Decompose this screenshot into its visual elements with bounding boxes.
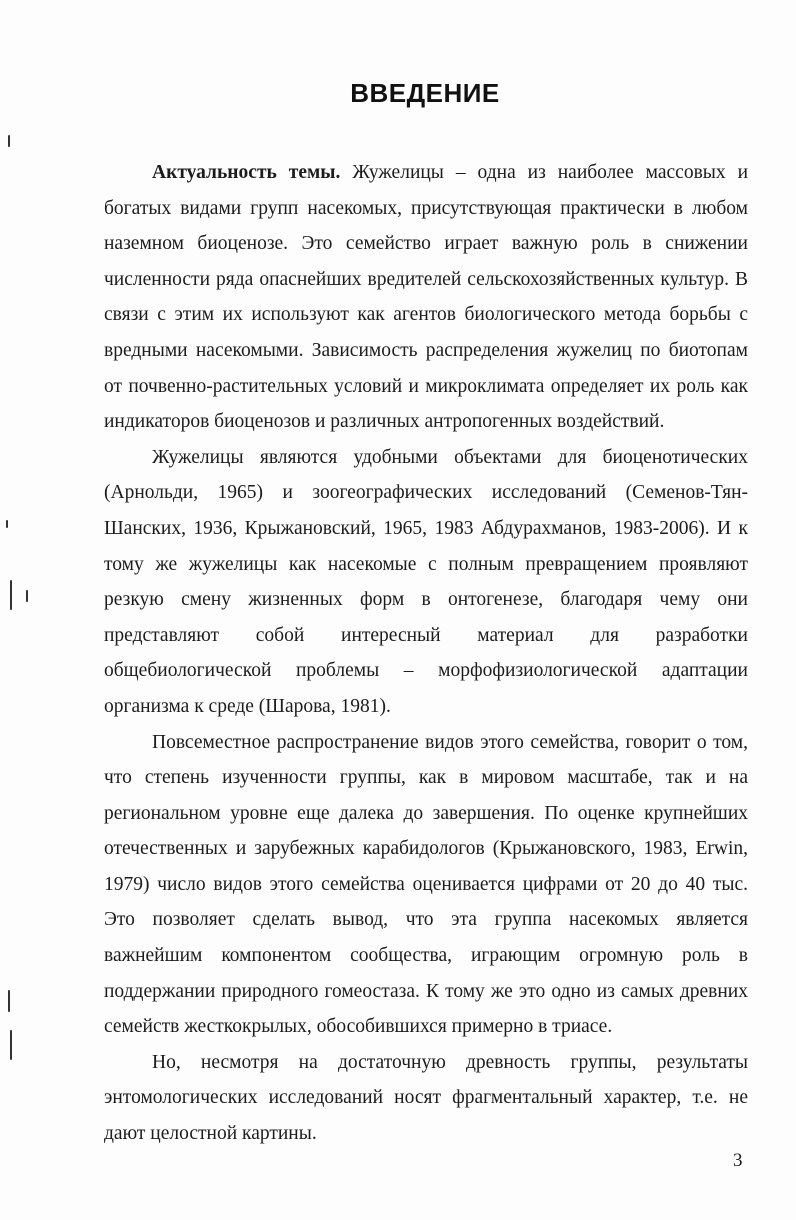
page-number: 3 xyxy=(733,1150,743,1171)
page-title: ВВЕДЕНИЕ xyxy=(350,78,500,108)
paragraph: Но, несмотря на достаточную древность группы, результаты энтомологических исследований носят фрагментальный характер, т.е. не дают целостной картины. xyxy=(104,1051,748,1145)
paragraph: Жужелицы являются удобными объектами для биоценотических (Арнольди, 1965) и зоогеографических исследований (Семенов-Тян-Шанских, 1936, Крыжановский, 1965, 1983 Абдурахманов, 1983-2006). И к тому же жужелицы как насекомые с полным превращением проявляют резкую смену жизненных форм в онтогенезе, благодаря чему они представляют собой интересный материал для разработки общебиологической проблемы – морфофизиологической адаптации организма к среде (Шарова, 1981). xyxy=(104,446,748,717)
paragraph-text: Жужелицы – одна из наиболее массовых и богатых видами групп насекомых, присутствующая практически в любом наземном биоценозе. Это семейство играет важную роль в снижении численности ряда опаснейших вредителей сельскохозяйственных культур. В связи с этим их используют как агентов биологического метода борьбы с вредными насекомыми. Зависимость распределения жужелиц по биотопам от почвенно-растительных условий и микроклимата определяет их роль как индикаторов биоценозов и различных антропогенных воздействий. xyxy=(104,162,748,433)
scan-artifact xyxy=(8,990,10,1012)
paragraph: Повсеместное распространение видов этого семейства, говорит о том, что степень изученности группы, как в мировом масштабе, так и на региональном уровне еще далека до завершения. По оценке крупнейших отечественных и зарубежных карабидологов (Крыжановского, 1983, Erwin, 1979) число видов этого семейства оценивается цифрами от 20 до 40 тыс. Это позволяет сделать вывод, что эта группа насекомых является важнейшим компонентом сообщества, играющим огромную роль в поддержании природного гомеостаза. К тому же это одно из самых древних семейств жесткокрылых, обособившихся примерно в триасе. xyxy=(104,731,748,1038)
paragraph xyxy=(104,155,748,440)
paragraph-lead: Актуальность темы. xyxy=(152,162,341,183)
scan-artifact xyxy=(8,135,10,147)
scan-artifact xyxy=(26,590,28,602)
document-body xyxy=(104,155,748,1152)
scan-artifact xyxy=(10,1030,12,1060)
scan-artifact xyxy=(6,520,8,528)
scan-artifact xyxy=(10,580,12,610)
